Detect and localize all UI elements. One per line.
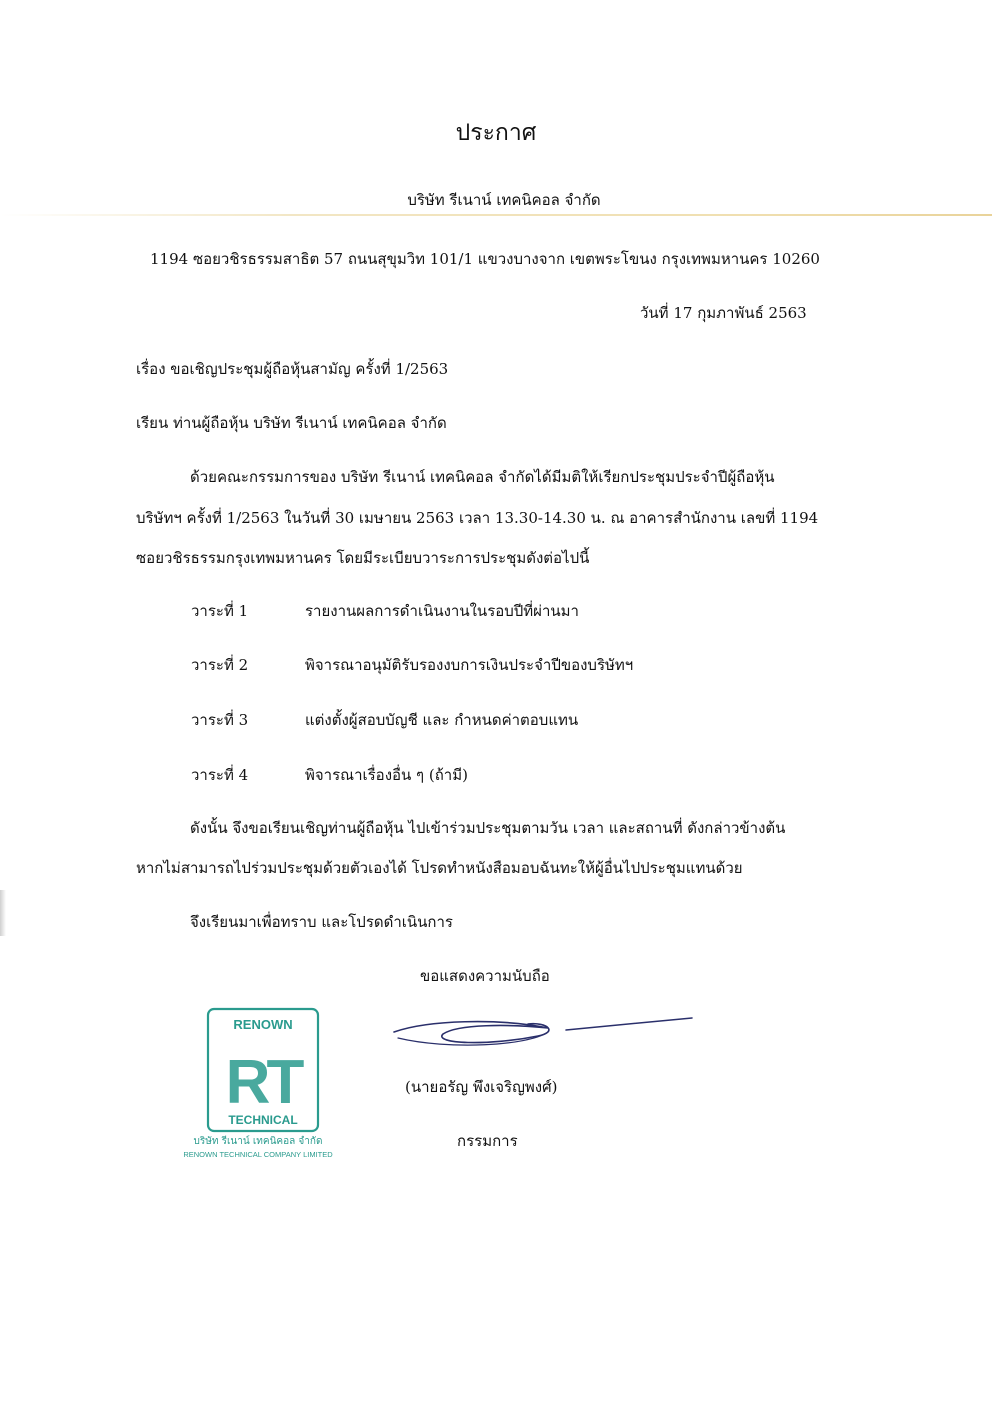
intro-line-1: ด้วยคณะกรรมการของ บริษัท รีเนาน์ เทคนิคอล จำกัดได้มีมติให้เรียกประชุมประจำปีผู้ถือหุ้น: [190, 468, 775, 486]
stamp-english-name: RENOWN TECHNICAL COMPANY LIMITED: [183, 1150, 333, 1159]
intro-line-3: ซอยวชิรธรรมกรุงเทพมหานคร โดยมีระเบียบวาระการประชุมดังต่อไปนี้: [136, 549, 590, 567]
closing-line-1: ดังนั้น จึงขอเรียนเชิญท่านผู้ถือหุ้น ไปเข้าร่วมประชุมตามวัน เวลา และสถานที่ ดังกล่าวข้างต้น: [190, 819, 786, 837]
stamp-bottom-text: TECHNICAL: [228, 1113, 298, 1127]
company-address: 1194 ซอยวชิรธรรมสาธิต 57 ถนนสุขุมวิท 101/1 แขวงบางจาก เขตพระโขนง กรุงเทพมหานคร 10260: [150, 250, 820, 268]
signatory-name: (นายอรัญ พึงเจริญพงศ์): [405, 1078, 558, 1096]
scan-edge-mark: [0, 890, 6, 936]
document-title: ประกาศ: [455, 120, 537, 146]
company-stamp: [158, 1005, 358, 1165]
signature-drawing: [388, 1010, 698, 1060]
letter-date: วันที่ 17 กุมภาพันธ์ 2563: [640, 304, 807, 322]
agenda-number: วาระที่ 3: [191, 711, 249, 729]
closing-line-2: หากไม่สามารถไปร่วมประชุมด้วยตัวเองได้ โปรดทำหนังสือมอบฉันทะให้ผู้อื่นไปประชุมแทนด้วย: [136, 859, 743, 877]
regards-line: ขอแสดงความนับถือ: [420, 967, 550, 985]
agenda-text: พิจารณาเรื่องอื่น ๆ (ถ้ามี): [305, 766, 468, 784]
signatory-position: กรรมการ: [457, 1132, 518, 1150]
stamp-thai-name: บริษัท รีเนาน์ เทคนิคอล จำกัด: [193, 1136, 323, 1147]
letter-subject: เรื่อง ขอเชิญประชุมผู้ถือหุ้นสามัญ ครั้งที่ 1/2563: [136, 360, 449, 378]
request-line: จึงเรียนมาเพื่อทราบ และโปรดดำเนินการ: [190, 913, 453, 931]
agenda-text: พิจารณาอนุมัติรับรองงบการเงินประจำปีของบริษัทฯ: [305, 656, 634, 674]
intro-line-2: บริษัทฯ ครั้งที่ 1/2563 ในวันที่ 30 เมษายน 2563 เวลา 13.30-14.30 น. ณ อาคารสำนักงาน เลขที่ 1194: [136, 509, 819, 527]
stamp-monogram: RT: [225, 1048, 301, 1117]
header-divider: [0, 214, 992, 216]
agenda-number: วาระที่ 1: [191, 602, 249, 620]
agenda-number: วาระที่ 2: [191, 656, 249, 674]
letter-salutation: เรียน ท่านผู้ถือหุ้น บริษัท รีเนาน์ เทคนิคอล จำกัด: [136, 414, 447, 432]
agenda-number: วาระที่ 4: [191, 766, 249, 784]
stamp-top-text: RENOWN: [233, 1017, 293, 1032]
agenda-text: รายงานผลการดำเนินงานในรอบปีที่ผ่านมา: [305, 602, 579, 620]
company-name: บริษัท รีเนาน์ เทคนิคอล จำกัด: [407, 191, 601, 209]
agenda-text: แต่งตั้งผู้สอบบัญชี และ กำหนดค่าตอบแทน: [305, 711, 579, 729]
